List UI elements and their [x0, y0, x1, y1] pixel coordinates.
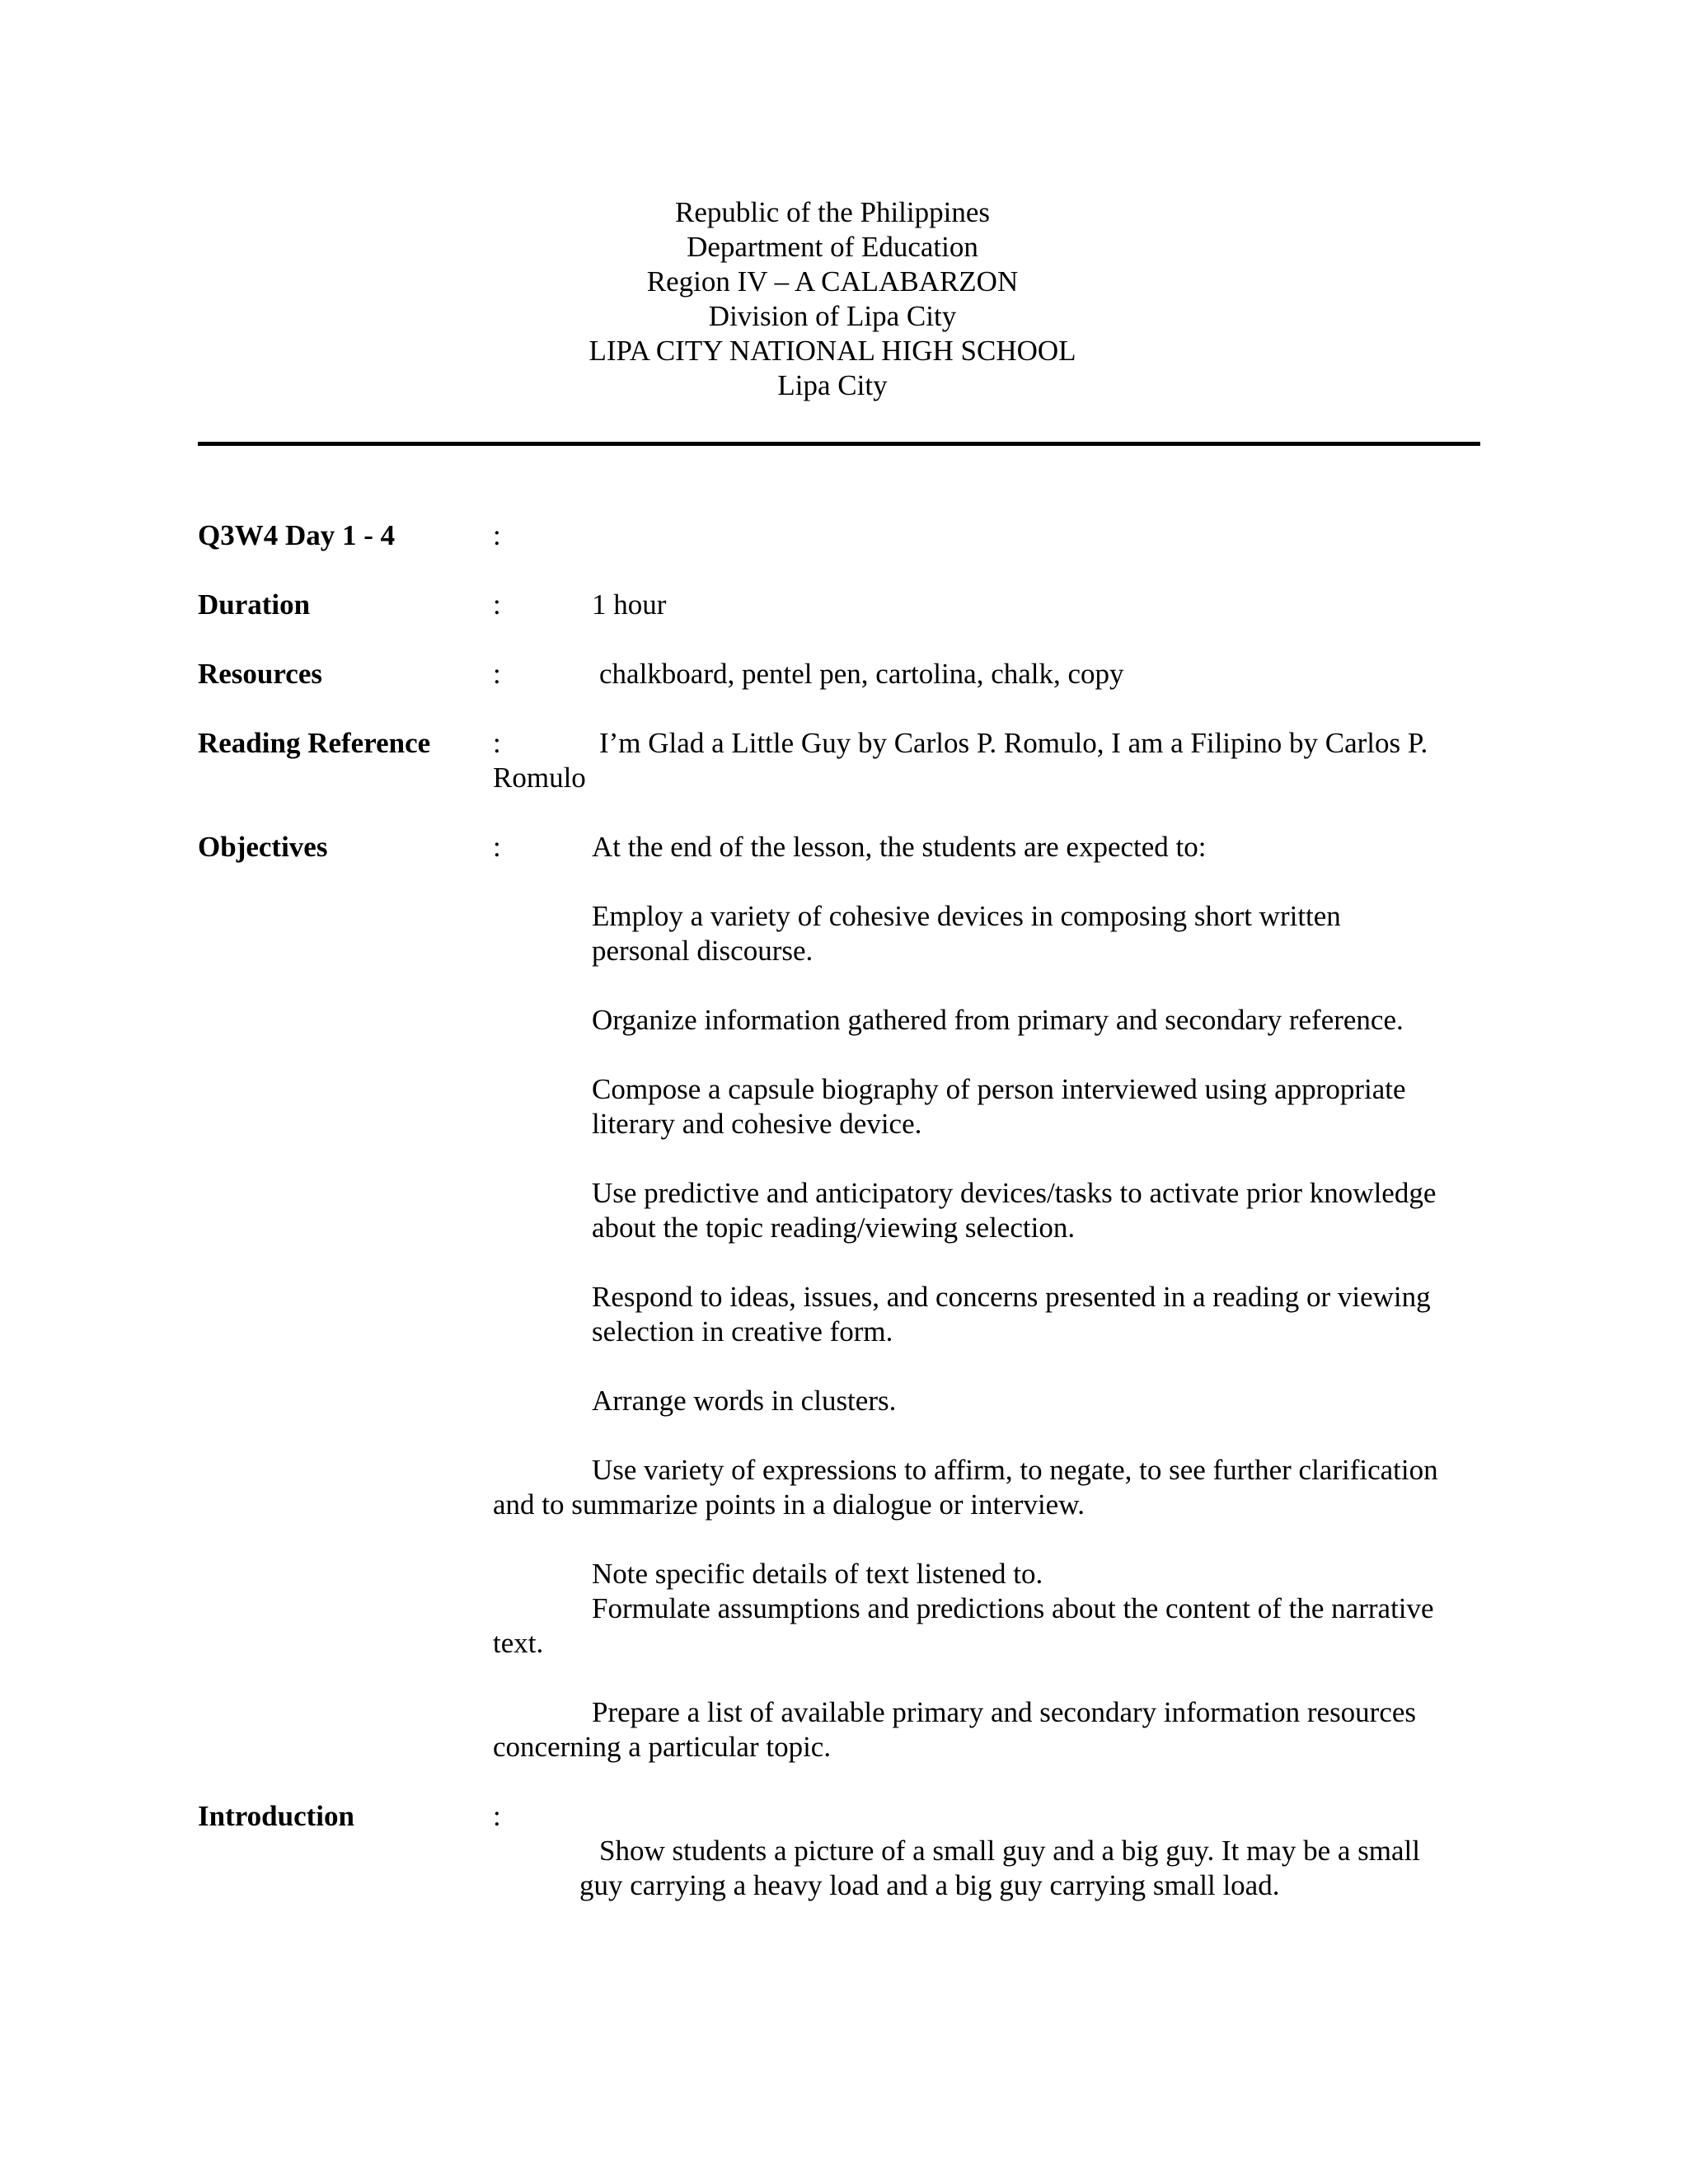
resources-colon: :	[493, 658, 501, 690]
week-colon: :	[493, 519, 501, 551]
header-line-city: Lipa City	[777, 369, 888, 401]
objective-item-5-line2: selection in creative form.	[592, 1315, 893, 1347]
objective-item-1-line1: Employ a variety of cohesive devices in composing short written	[592, 900, 1341, 932]
introduction-colon: :	[493, 1800, 501, 1832]
objective-item-3-line2: literary and cohesive device.	[592, 1108, 922, 1140]
objective-item-9-line2: text.	[493, 1627, 544, 1659]
objective-item-1-line2: personal discourse.	[592, 935, 814, 967]
header-divider	[198, 442, 1480, 446]
introduction-label: Introduction	[198, 1800, 354, 1832]
reading-reference-label: Reading Reference	[198, 727, 431, 759]
duration-colon: :	[493, 588, 501, 621]
introduction-line1: Show students a picture of a small guy and a big guy. It may be a small	[599, 1835, 1420, 1867]
document-header	[0, 195, 1665, 403]
header-line-department: Department of Education	[687, 231, 978, 263]
week-label: Q3W4 Day 1 - 4	[198, 519, 396, 551]
objective-item-3-line1: Compose a capsule biography of person interviewed using appropriate	[592, 1073, 1406, 1105]
header-line-division: Division of Lipa City	[708, 300, 957, 332]
reading-reference-colon: :	[493, 727, 501, 759]
objective-item-8-line1: Note specific details of text listened to.	[592, 1558, 1043, 1590]
objectives-label: Objectives	[198, 831, 328, 863]
objective-item-9-line1: Formulate assumptions and predictions about the content of the narrative	[592, 1592, 1434, 1624]
header-line-school: LIPA CITY NATIONAL HIGH SCHOOL	[588, 335, 1076, 367]
objective-item-5-line1: Respond to ideas, issues, and concerns presented in a reading or viewing	[592, 1281, 1431, 1313]
objectives-intro: At the end of the lesson, the students are expected to:	[592, 831, 1207, 863]
objective-item-10-line2: concerning a particular topic.	[493, 1731, 832, 1763]
header-line-region: Region IV – A CALABARZON	[646, 265, 1019, 298]
duration-label: Duration	[198, 588, 311, 621]
reading-reference-line2: Romulo	[493, 762, 586, 794]
header-line-republic: Republic of the Philippines	[674, 196, 991, 228]
objective-item-7-line2: and to summarize points in a dialogue or interview.	[493, 1488, 1085, 1521]
objective-item-2-line1: Organize information gathered from primary and secondary reference.	[592, 1004, 1404, 1036]
resources-label: Resources	[198, 658, 322, 690]
objective-item-10-line1: Prepare a list of available primary and secondary information resources	[592, 1696, 1417, 1728]
resources-value: chalkboard, pentel pen, cartolina, chalk, copy	[599, 658, 1124, 690]
objective-item-6-line1: Arrange words in clusters.	[592, 1385, 897, 1417]
objectives-colon: :	[493, 831, 501, 863]
objective-item-7-line1: Use variety of expressions to affirm, to negate, to see further clarification	[592, 1454, 1438, 1486]
objective-item-4-line1: Use predictive and anticipatory devices/tasks to activate prior knowledge	[592, 1177, 1437, 1209]
introduction-line2: guy carrying a heavy load and a big guy carrying small load.	[579, 1869, 1280, 1901]
reading-reference-line1: I’m Glad a Little Guy by Carlos P. Romulo, I am a Filipino by Carlos P.	[599, 727, 1428, 759]
duration-value: 1 hour	[592, 588, 667, 621]
objective-item-4-line2: about the topic reading/viewing selection.	[592, 1212, 1076, 1244]
